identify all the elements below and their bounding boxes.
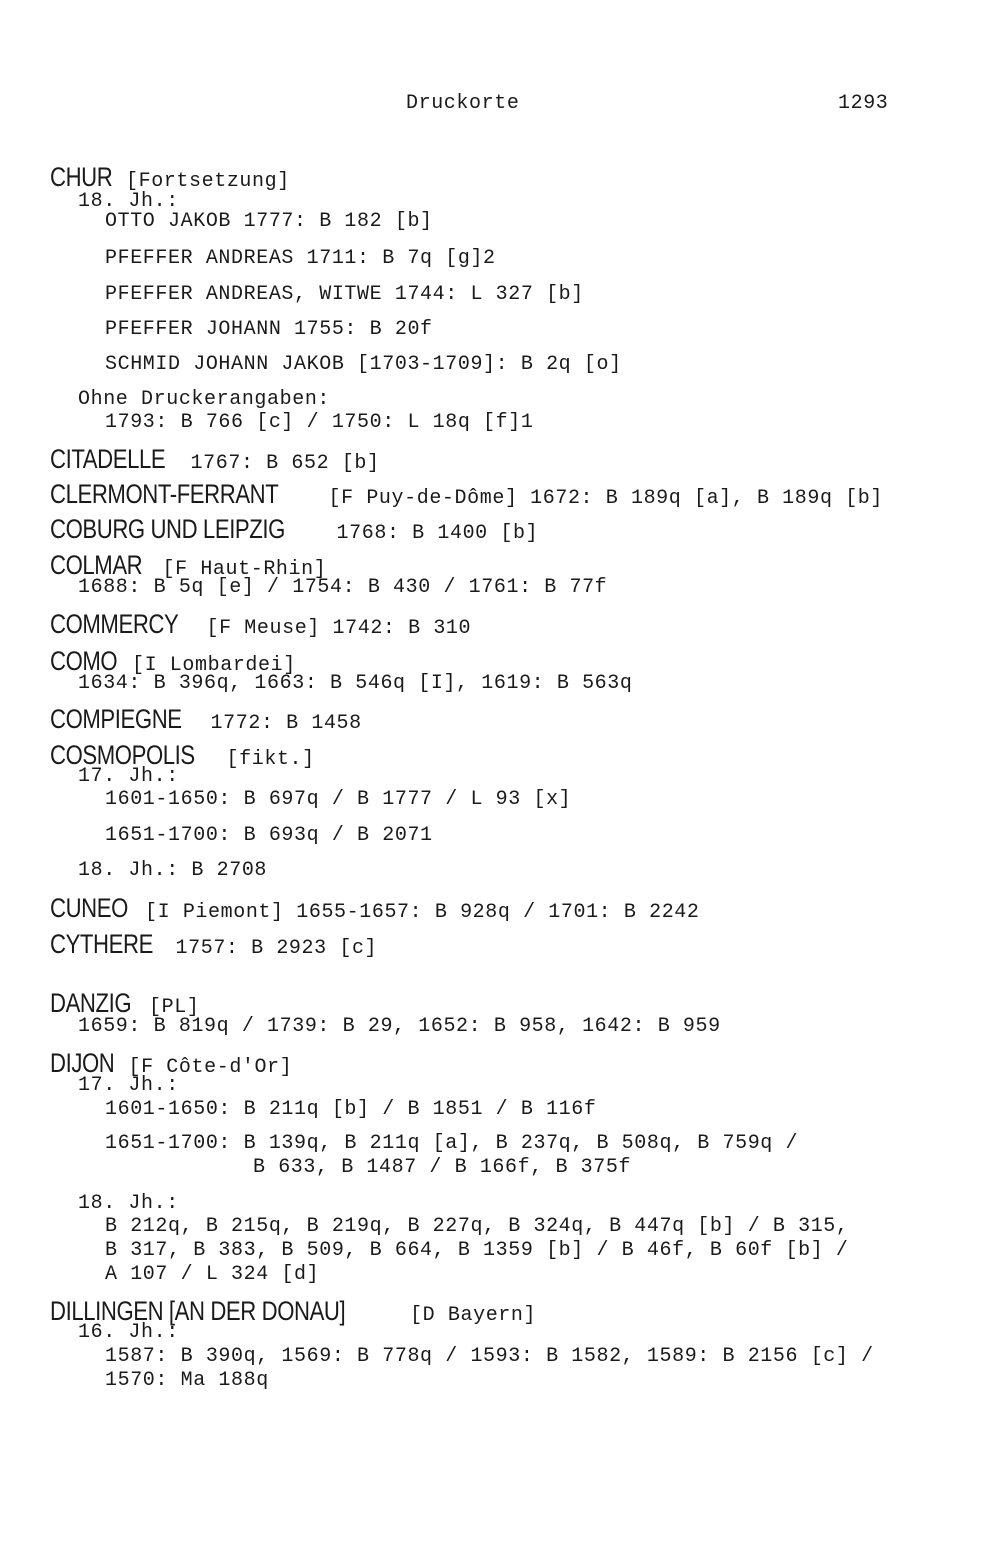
place-name: COBURG UND LEIPZIG (50, 514, 285, 544)
printer-line: B 212q, B 215q, B 219q, B 227q, B 324q, B 447q [b] / B 315, (105, 1215, 849, 1238)
place-note: [Fortsetzung] (126, 170, 290, 193)
place-name: DILLINGEN [AN DER DONAU] (50, 1296, 346, 1326)
printer-line: OTTO JAKOB 1777: B 182 [b] (105, 210, 433, 233)
entry-citadelle (50, 444, 380, 475)
printer-line: 1587: B 390q, 1569: B 778q / 1593: B 1582, 1589: B 2156 [c] / (105, 1345, 874, 1368)
place-name: COMMERCY (50, 609, 179, 639)
entry-text: 1767: B 652 [b] (190, 452, 380, 475)
place-name: CUNEO (50, 893, 128, 923)
printer-line: A 107 / L 324 [d] (105, 1263, 320, 1286)
entry-clermont-ferrant (50, 479, 883, 510)
printer-line: PFEFFER JOHANN 1755: B 20f (105, 318, 433, 341)
entry-text: [F Puy-de-Dôme] 1672: B 189q [a], B 189q [b] (328, 487, 884, 510)
printer-line: B 317, B 383, B 509, B 664, B 1359 [b] / B 46f, B 60f [b] / (105, 1239, 849, 1262)
entry-compiegne (50, 704, 362, 735)
printer-line: 1651-1700: B 139q, B 211q [a], B 237q, B 508q, B 759q / (105, 1132, 799, 1155)
century-label: 18. Jh.: (78, 1192, 179, 1215)
printer-line: 1601-1650: B 211q [b] / B 1851 / B 116f (105, 1098, 597, 1121)
century-label: 16. Jh.: (78, 1321, 179, 1344)
entry-cythere (50, 929, 377, 960)
entry-text: 1772: B 1458 (210, 712, 362, 735)
running-title: Druckorte (406, 92, 520, 115)
place-name: CITADELLE (50, 444, 166, 474)
entry-commercy (50, 609, 471, 640)
place-note: [PL] (149, 996, 200, 1019)
century-label: 17. Jh.: (78, 765, 179, 788)
place-name: CYTHERE (50, 929, 153, 959)
place-name: CLERMONT-FERRANT (50, 479, 279, 509)
printer-line: 1601-1650: B 697q / B 1777 / L 93 [x] (105, 788, 572, 811)
entry-text: 1757: B 2923 [c] (175, 937, 378, 960)
place-name: COMO (50, 646, 118, 676)
place-note: [F Côte-d'Or] (128, 1056, 293, 1079)
entry-coburg (50, 514, 538, 545)
printer-line: B 633, B 1487 / B 166f, B 375f (253, 1156, 632, 1179)
entry-text: [I Piemont] 1655-1657: B 928q / 1701: B 2242 (145, 901, 700, 924)
printer-line: 1688: B 5q [e] / 1754: B 430 / 1761: B 77f (78, 576, 608, 599)
printer-line: PFEFFER ANDREAS 1711: B 7q [g]2 (105, 247, 496, 270)
subheading: Ohne Druckerangaben: (78, 388, 331, 411)
century-label: 18. Jh.: (78, 190, 179, 213)
printer-line: 1634: B 396q, 1663: B 546q [I], 1619: B 563q (78, 672, 633, 695)
entry-text: 1768: B 1400 [b] (336, 522, 539, 545)
entry-text: [F Meuse] 1742: B 310 (206, 617, 472, 640)
place-note: [fikt.] (226, 748, 315, 771)
place-note: [F Haut-Rhin] (162, 558, 327, 581)
page-number: 1293 (838, 92, 889, 115)
printer-line: 1659: B 819q / 1739: B 29, 1652: B 958, 1642: B 959 (78, 1015, 721, 1038)
place-name: COLMAR (50, 550, 143, 580)
place-name: DANZIG (50, 988, 132, 1018)
place-note: [D Bayern] (410, 1304, 537, 1327)
place-name: DIJON (50, 1048, 115, 1078)
entry-cuneo (50, 893, 700, 924)
place-note: [I Lombardei] (132, 654, 296, 677)
printer-line: 1651-1700: B 693q / B 2071 (105, 824, 433, 847)
place-name: COMPIEGNE (50, 704, 182, 734)
printer-line: PFEFFER ANDREAS, WITWE 1744: L 327 [b] (105, 283, 584, 306)
entry-chur (50, 162, 290, 193)
place-name: CHUR (50, 162, 113, 192)
century-label: 18. Jh.: B 2708 (78, 859, 268, 882)
printer-line: 1570: Ma 188q (105, 1369, 269, 1392)
printer-line: 1793: B 766 [c] / 1750: L 18q [f]1 (105, 411, 534, 434)
century-label: 17. Jh.: (78, 1074, 179, 1097)
place-name: COSMOPOLIS (50, 740, 195, 770)
printer-line: SCHMID JOHANN JAKOB [1703-1709]: B 2q [o] (105, 353, 622, 376)
